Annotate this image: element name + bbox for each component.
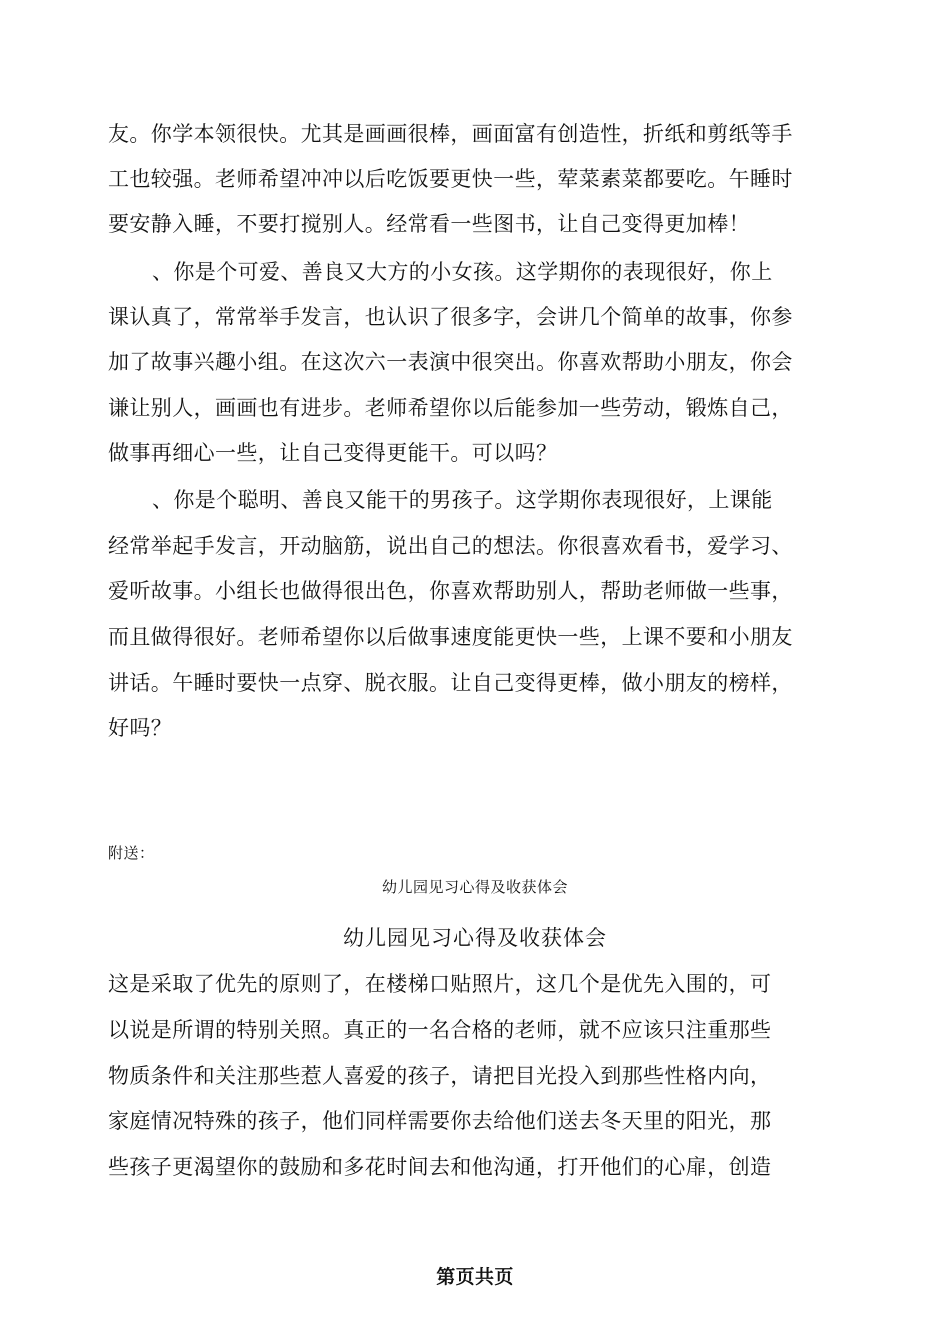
text-line: 以说是所谓的特别关照。真正的一名合格的老师，就不应该只注重那些 bbox=[108, 1018, 772, 1042]
text-line: 、你是个聪明、善良又能干的男孩子。这学期你表现很好，上课能 bbox=[152, 488, 773, 512]
text-line: 这是采取了优先的原则了，在楼梯口贴照片，这几个是优先入围的，可 bbox=[108, 972, 772, 996]
text-line: 而且做得很好。老师希望你以后做事速度能更快一些，上课不要和小朋友 bbox=[108, 625, 793, 649]
text-line: 谦让别人，画画也有进步。老师希望你以后能参加一些劳动，锻炼自己， bbox=[108, 396, 793, 420]
text-line: 物质条件和关注那些惹人喜爱的孩子，请把目光投入到那些性格内向， bbox=[108, 1064, 772, 1088]
text-line: 工也较强。老师希望冲冲以后吃饭要更快一些，荤菜素菜都要吃。午睡时 bbox=[108, 167, 793, 191]
text-line: 加了故事兴趣小组。在这次六一表演中很突出。你喜欢帮助小朋友，你会 bbox=[108, 350, 793, 374]
text-line: 经常举起手发言，开动脑筋，说出自己的想法。你很喜欢看书，爱学习、 bbox=[108, 534, 793, 558]
text-line: 课认真了，常常举手发言，也认识了很多字，会讲几个简单的故事，你参 bbox=[108, 305, 793, 329]
text-line: 爱听故事。小组长也做得很出色，你喜欢帮助别人，帮助老师做一些事， bbox=[108, 579, 793, 603]
text-line: 做事再细心一些，让自己变得更能干。可以吗？ bbox=[108, 441, 558, 465]
text-line: 好吗？ bbox=[108, 716, 173, 740]
section-title: 幼儿园见习心得及收获体会 bbox=[343, 926, 607, 950]
appendix-label: 附送： bbox=[108, 844, 155, 862]
page-footer: 第页共页 bbox=[436, 1266, 514, 1288]
text-line: 友。你学本领很快。尤其是画画很棒，画面富有创造性，折纸和剪纸等手 bbox=[108, 122, 793, 146]
subtitle-small: 幼儿园见习心得及收获体会 bbox=[381, 878, 568, 896]
text-line: 要安静入睡，不要打搅别人。经常看一些图书，让自己变得更加棒！ bbox=[108, 212, 750, 236]
text-line: 家庭情况特殊的孩子，他们同样需要你去给他们送去冬天里的阳光，那 bbox=[108, 1109, 772, 1133]
text-line: 些孩子更渴望你的鼓励和多花时间去和他沟通，打开他们的心扉，创造 bbox=[108, 1155, 772, 1179]
text-line: 讲话。午睡时要快一点穿、脱衣服。让自己变得更棒，做小朋友的榜样， bbox=[108, 671, 793, 695]
text-line: 、你是个可爱、善良又大方的小女孩。这学期你的表现很好，你上 bbox=[152, 260, 773, 284]
